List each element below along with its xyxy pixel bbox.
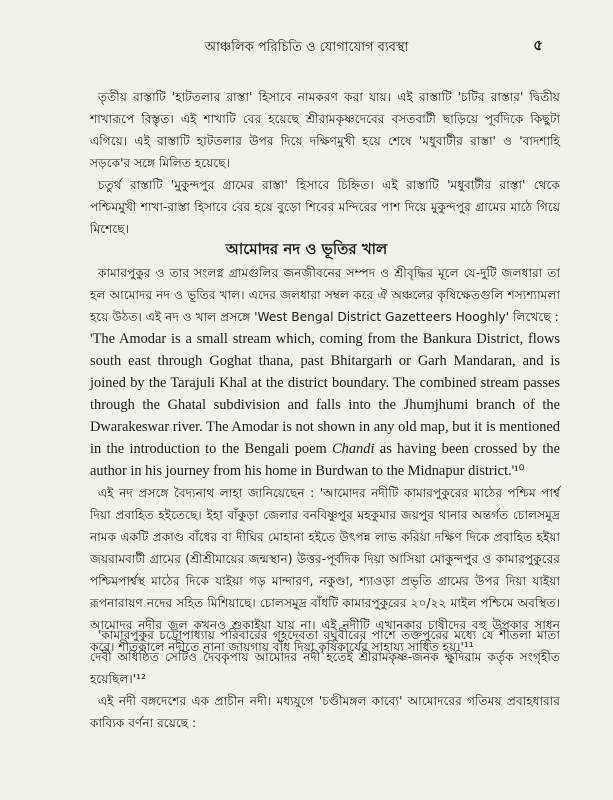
paragraph-laha-quote: এই নদ প্রসঙ্গে বৈদ্যনাথ লাহা জানিয়েছেন : 'আমোদর নদীটি কামারপুকুরের মাঠের পশ্চিম পার্শ্ব দিয়া প্রবাহিত হইতেছে। ইহা বাঁকুড়া জেলার বনবিষ্ণুপুর মহকুমার জয়পুর থানার অন্তর্গত চোলসমুদ্র নামক একটি প্রকাণ্ড বাঁধের বা দীঘির মোহানা হইতে উৎপন্ন লাভ করিয়া দক্ষিণ দিকে প্রবাহিত হইয়া জয়রামবাটী গ্রামের (শ্রীশ্রীমায়ের জন্মস্থান) উত্তর-পূর্বদিক দিয়া আসিয়া মোকুন্দপুর ও কামারপুকুরের পশ্চিমপার্শ্বস্থ মাঠের দিকে যাইয়া গড় মান্দারণ, নকুণ্ডা, শ্যাওড়া প্রভৃতি গ্রামের উপর দিয়া যাইয়া রূপনারায়ণ নদের সহিত মিশিয়াছে। চোলসমুদ্র বাঁধটি কামারপুকুরের ২০/২২ মাইল পশ্চিমে অবস্থিত। আমোদর নদীর জল কখনও শুকাইয়া যায় না। এই নদীটি এখানকার চাষীদের বহু উপকার সাধন করে। শীতকালে নদীতে নানা জায়গায় বাঁধ দিয়া কৃষিকার্যের সাহায্য সাধিত হয়।'¹¹ xyxy=(90,486,560,654)
running-header: আঞ্চলিক পরিচিতি ও যোগাযোগ ব্যবস্থা xyxy=(204,40,409,55)
quote-italic-title: Chandi xyxy=(332,441,375,457)
section-heading: আমোদর নদ ও ভূতির খাল xyxy=(225,240,388,258)
paragraph-chandimangal: এই নদী বঙ্গদেশের এক প্রাচীন নদী। মধ্যযুগে 'চণ্ডীমঙ্গল কাব্যে' আমোদরের গতিময় প্রবাহধারার কাব্যিক বর্ণনা রয়েছে : xyxy=(90,694,560,730)
paragraph-intro-rivers: কামারপুকুর ও তার সংলগ্ন গ্রামগুলির জনজীবনের সম্পদ ও শ্রীবৃদ্ধির মূলে যে-দুটি জলধারা তা হল আমোদর নদ ও ভূতির খাল। এদের জলধারা সম্বল করে ঐ অঞ্চলের কৃষিক্ষেতগুলি শস্যশ্যামলা হয়ে উঠত। এই নদ ও খাল প্রসঙ্গে 'West Bengal District Gazetteers Hooghly' লিখেছে : xyxy=(90,266,560,324)
paragraph-sitala-quote: 'কামারপুকুর চট্টোপাধ্যায় পরিবারের গৃহদেবতা রঘুবীরের পাশে তক্তপুরের মধ্যে যে শীতলা মাতা দেবী অধিষ্ঠিত সেটিও দৈবকৃপায় আমোদর নদী হতেই শ্রীরামকৃষ্ণ-জনক ক্ষুদিরাম কর্তৃক সংগৃহীত হয়েছিল।'¹² xyxy=(90,628,560,686)
paragraph-third-road: তৃতীয় রাস্তাটি 'হাটতলার রাস্তা' হিসাবে নামকরণ করা যায়। এই রাস্তাটি 'চটির রাস্তার' দ্বিতীয় শাখারূপে বিস্তৃত। এই শাখাটি বের হয়েছে শ্রীরামকৃষ্ণদেবের বসতবাটী ছাড়িয়ে পূর্বদিকে কিছুটা এগিয়ে। এই রাস্তাটি হাটতলার উপর দিয়ে দক্ষিণমুখী হয়ে শেষে 'মধুবাটীর রাস্তা' ও 'বাদশাহি সড়কে'র সঙ্গে মিলিত হয়েছে। xyxy=(90,90,560,170)
quote-text-before: 'The Amodar is a small stream which, coming from the Bankura District, flows south east through Goghat thana, past Bhitargarh or Garh Mandaran, and is joined by the Tarajuli Khal at the district boundary. The combined stream passes through the Ghatal subdivision and falls into the Jhumjhumi branch of the Dwarakeswar river. The Amodar is not shown in any old map, but it is mentioned in the introduction to the Bengali poem xyxy=(90,331,560,457)
gazetteer-quote xyxy=(90,328,560,482)
paragraph-fourth-road: চতুর্থ রাস্তাটি 'মুকুন্দপুর গ্রামের রাস্তা' হিসাবে চিহ্নিত। এই রাস্তাটি 'মধুবাটীর রাস্তা' থেকে পশ্চিমমুখী শাখা-রাস্তা হিসাবে বের হয়ে বুড়ো শিবের মন্দিরের পাশ দিয়ে মুকুন্দপুর গ্রামের মাঠে গিয়ে মিশেছে। xyxy=(90,178,560,236)
page-number: ৫ xyxy=(533,36,543,54)
quote-text-after: as having been crossed by the author in his journey from his home in Burdwan to the Midnapur district.'¹⁰ xyxy=(90,441,560,479)
